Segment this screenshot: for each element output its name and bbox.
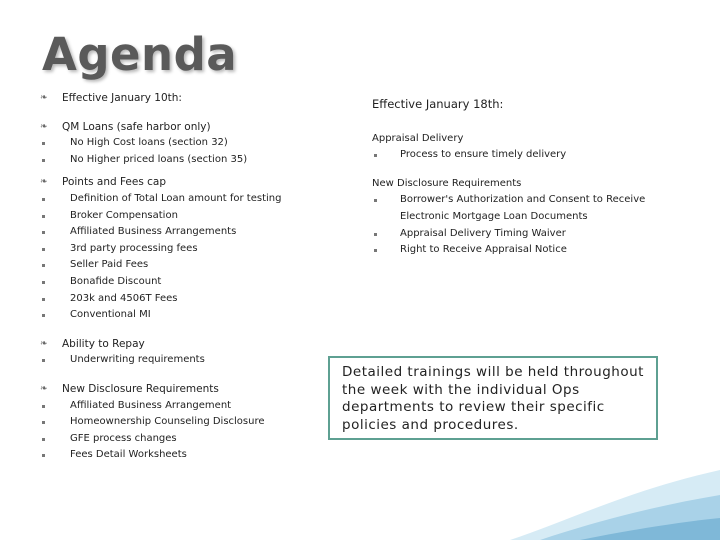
list-item	[372, 226, 672, 243]
square-bullet-icon	[42, 454, 45, 457]
effective-jan-10-label: Effective January 10th:	[62, 92, 182, 104]
item-text: Bonafide Discount	[70, 275, 162, 287]
list-item	[40, 431, 320, 448]
training-note-box: Detailed trainings will be held throughout the week with the individual Ops departments to review their specific policies and procedures.	[328, 356, 658, 440]
item-text: No High Cost loans (section 32)	[70, 137, 228, 149]
section-title: Appraisal Delivery	[372, 132, 464, 144]
square-bullet-icon	[42, 231, 45, 234]
square-bullet-icon	[42, 314, 45, 317]
list-item	[40, 414, 320, 431]
square-bullet-icon	[42, 248, 45, 251]
item-text: Homeownership Counseling Disclosure	[70, 416, 265, 428]
square-bullet-icon	[42, 405, 45, 408]
list-item	[40, 274, 320, 291]
list-item	[40, 352, 320, 369]
item-text: Underwriting requirements	[70, 354, 205, 366]
arrow-bullet-icon: ❧	[40, 383, 48, 394]
item-text: Broker Compensation	[70, 209, 178, 221]
left-agenda-column	[40, 90, 320, 464]
list-item	[40, 241, 320, 258]
square-bullet-icon	[42, 298, 45, 301]
item-text: Fees Detail Worksheets	[70, 449, 187, 461]
list-item	[372, 192, 672, 225]
list-item	[40, 398, 320, 415]
round-bullet-icon	[374, 199, 377, 202]
item-text: GFE process changes	[70, 432, 177, 444]
left-group-header	[40, 336, 320, 353]
list-item	[40, 135, 320, 152]
square-bullet-icon	[42, 142, 45, 145]
list-item	[40, 208, 320, 225]
left-group-header	[40, 119, 320, 136]
item-text: 203k and 4506T Fees	[70, 292, 178, 304]
group-title: QM Loans (safe harbor only)	[62, 120, 211, 133]
round-bullet-icon	[374, 233, 377, 236]
right-agenda-column	[372, 96, 672, 259]
item-text: No Higher priced loans (section 35)	[70, 153, 248, 165]
section-title: New Disclosure Requirements	[372, 177, 522, 189]
list-item	[40, 307, 320, 324]
square-bullet-icon	[42, 438, 45, 441]
list-item	[40, 257, 320, 274]
square-bullet-icon	[42, 215, 45, 218]
item-text: Affiliated Business Arrangement	[70, 399, 232, 411]
square-bullet-icon	[42, 159, 45, 162]
item-text: Process to ensure timely delivery	[400, 149, 567, 161]
arrow-bullet-icon: ❧	[40, 121, 48, 132]
item-text: Right to Receive Appraisal Notice	[400, 244, 567, 256]
group-title: New Disclosure Requirements	[62, 382, 219, 395]
square-bullet-icon	[42, 281, 45, 284]
square-bullet-icon	[42, 359, 45, 362]
item-text: Appraisal Delivery Timing Waiver	[400, 227, 566, 239]
group-title: Ability to Repay	[62, 337, 145, 350]
item-text: Borrower's Authorization and Consent to Receive Electronic Mortgage Loan Documents	[400, 194, 646, 222]
square-bullet-icon	[42, 421, 45, 424]
left-group-header	[40, 174, 320, 191]
corner-wave-decoration	[510, 450, 720, 540]
square-bullet-icon	[42, 264, 45, 267]
effective-jan-18-label: Effective January 18th:	[372, 97, 504, 111]
left-group-header	[40, 90, 320, 107]
item-text: Conventional MI	[70, 309, 151, 321]
list-item	[372, 147, 672, 164]
round-bullet-icon	[374, 154, 377, 157]
list-item	[372, 242, 672, 259]
list-item	[40, 224, 320, 241]
page-title: Agenda	[42, 28, 238, 81]
list-item	[40, 152, 320, 169]
square-bullet-icon	[42, 198, 45, 201]
arrow-bullet-icon: ❧	[40, 93, 48, 103]
round-bullet-icon	[374, 249, 377, 252]
item-text: Definition of Total Loan amount for testing	[70, 192, 282, 204]
item-text: Affiliated Business Arrangements	[70, 226, 237, 238]
arrow-bullet-icon: ❧	[40, 338, 48, 349]
list-item	[40, 291, 320, 308]
group-title: Points and Fees cap	[62, 176, 167, 189]
left-group-header	[40, 381, 320, 398]
item-text: Seller Paid Fees	[70, 259, 149, 271]
list-item	[40, 191, 320, 208]
arrow-bullet-icon: ❧	[40, 177, 48, 188]
item-text: 3rd party processing fees	[70, 242, 198, 254]
list-item	[40, 447, 320, 464]
